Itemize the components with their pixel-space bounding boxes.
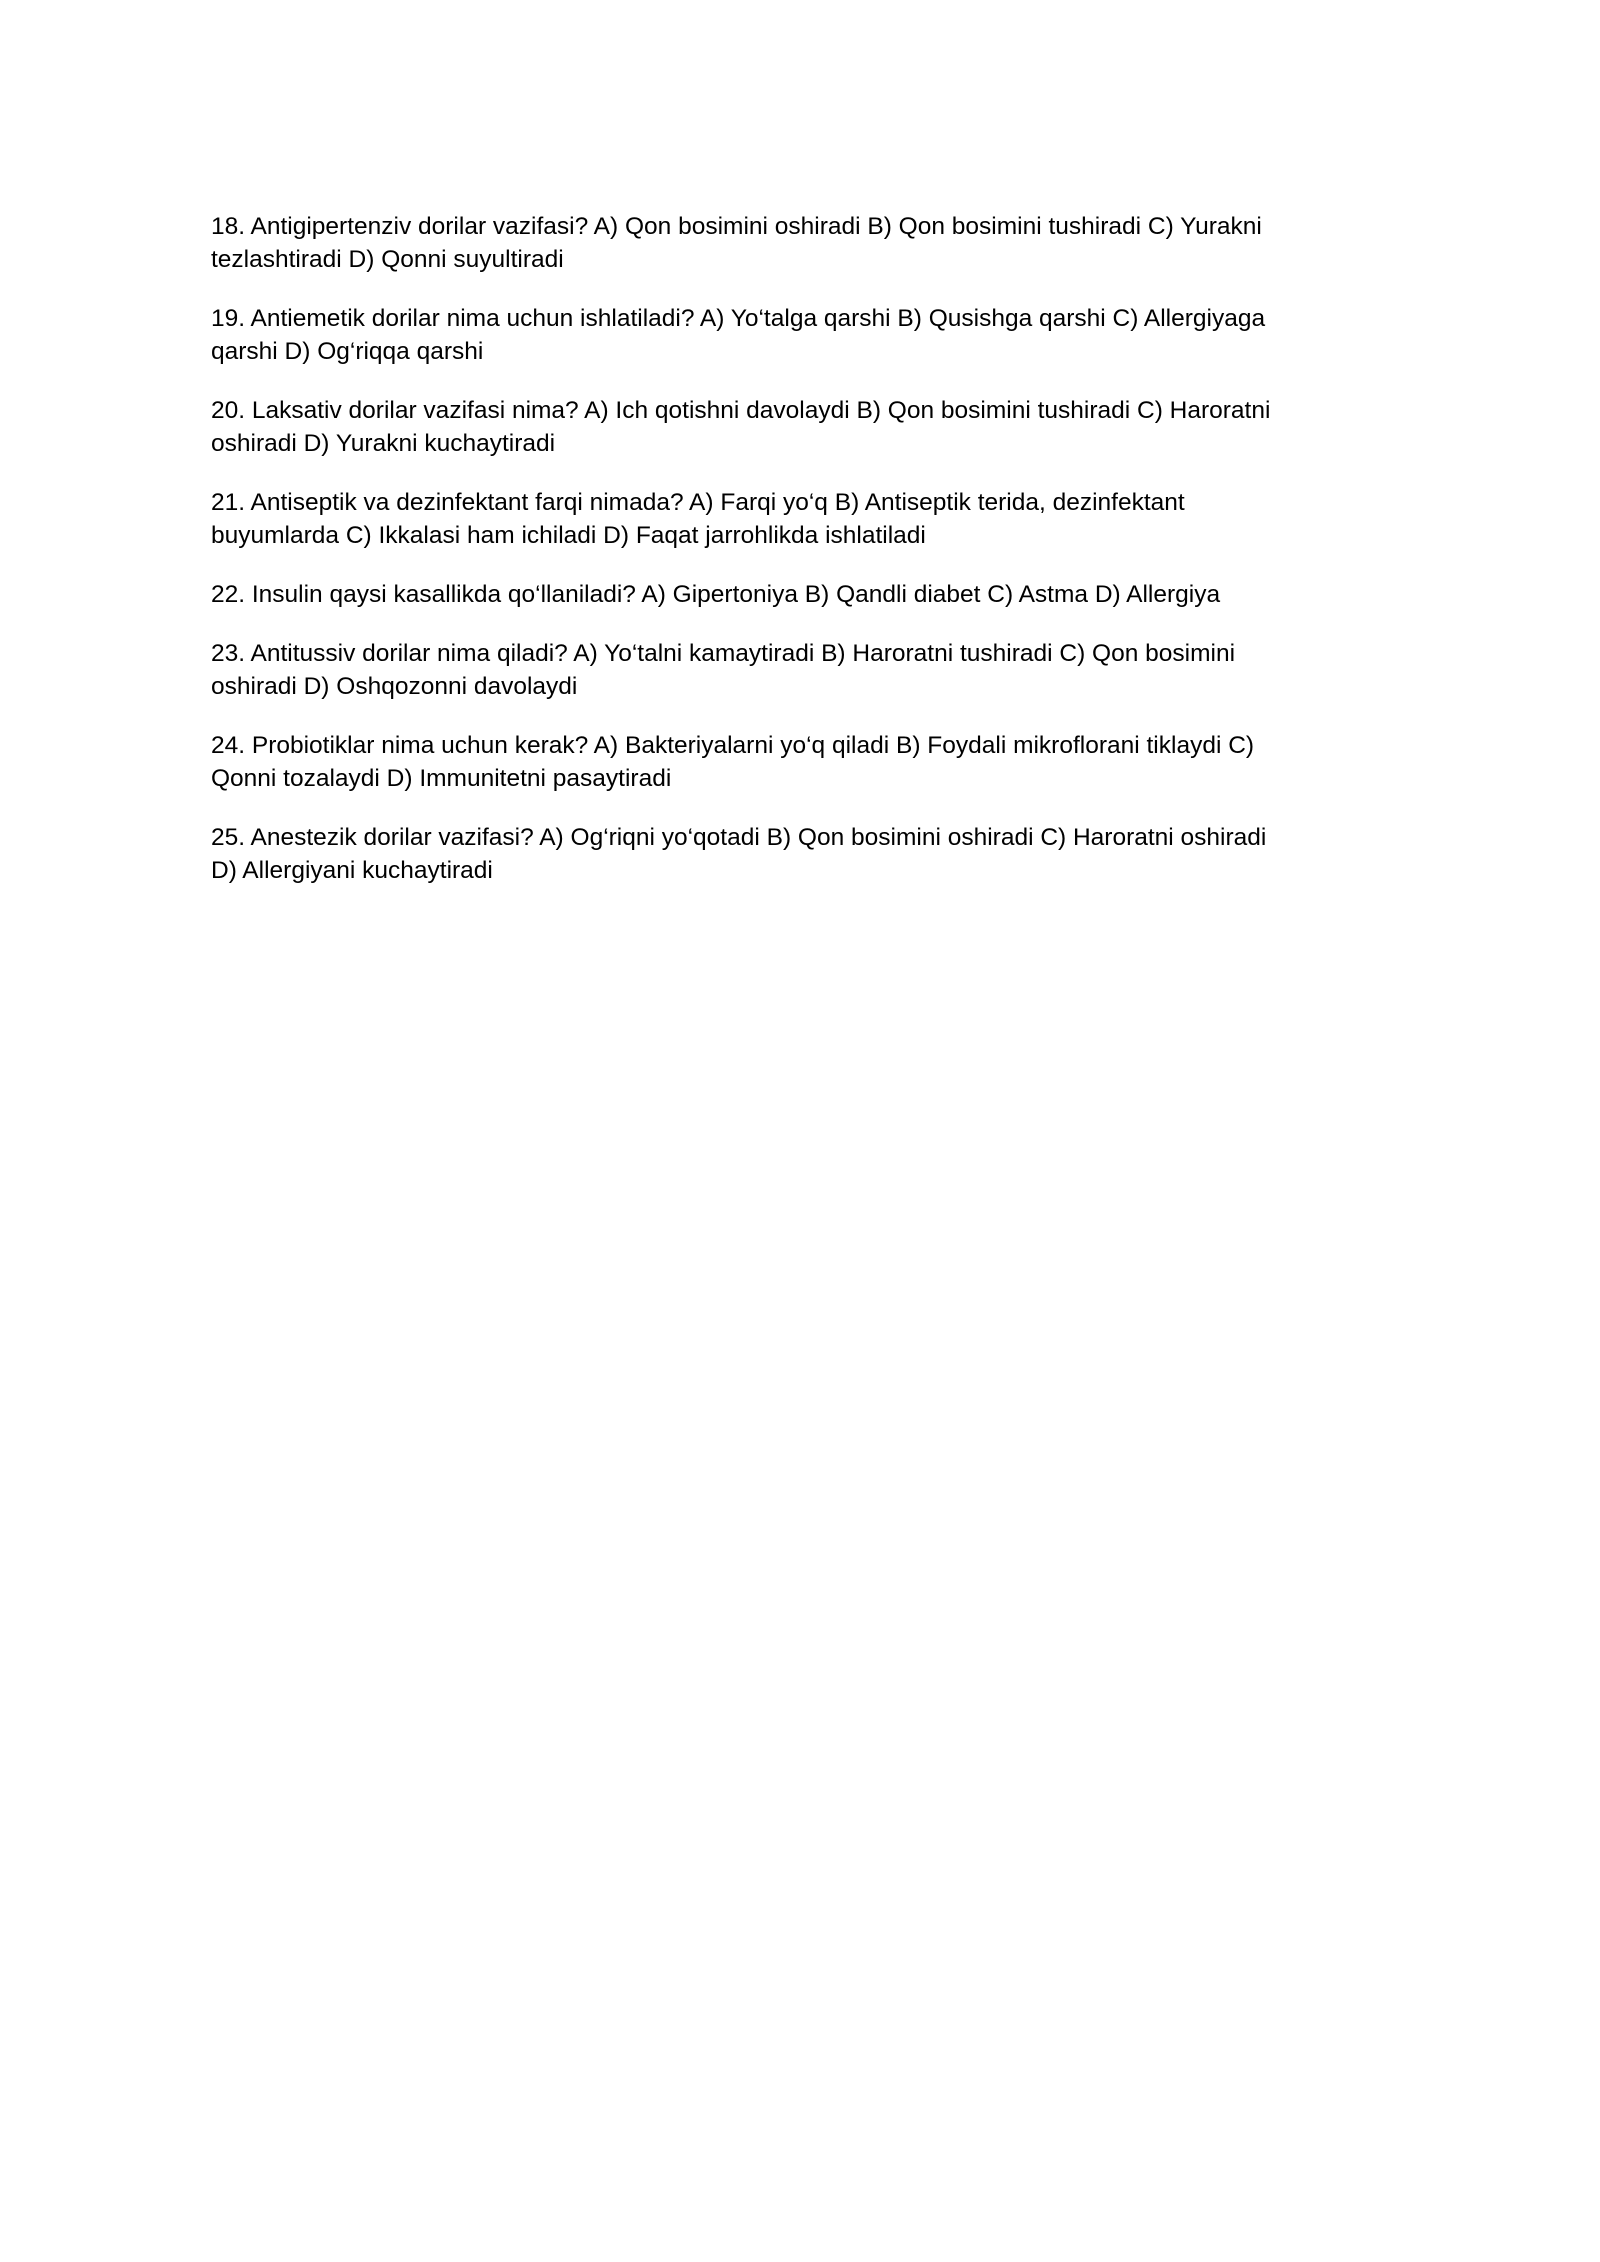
question-19-line-2: qarshi D) Og‘riqqa qarshi bbox=[211, 338, 484, 365]
question-24-line-2: Qonni tozalaydi D) Immunitetni pasaytiradi bbox=[211, 765, 672, 792]
question-18-line-1: 18. Antigipertenziv dorilar vazifasi? A) Qon bosimini oshiradi B) Qon bosimini tushiradi C) Yurakni bbox=[211, 213, 1262, 240]
question-19-line-1: 19. Antiemetik dorilar nima uchun ishlatiladi? A) Yo‘talga qarshi B) Qusishga qarshi C) Allergiyaga bbox=[211, 305, 1266, 332]
question-21-line-2: buyumlarda C) Ikkalasi ham ichiladi D) Faqat jarrohlikda ishlatiladi bbox=[211, 522, 926, 549]
question-18 bbox=[211, 210, 1411, 276]
question-25 bbox=[211, 821, 1411, 887]
question-19 bbox=[211, 302, 1411, 368]
question-20-line-2: oshiradi D) Yurakni kuchaytiradi bbox=[211, 430, 556, 457]
question-24-line-1: 24. Probiotiklar nima uchun kerak? A) Bakteriyalarni yo‘q qiladi B) Foydali mikroflorani tiklaydi C) bbox=[211, 732, 1255, 759]
question-21-line-1: 21. Antiseptik va dezinfektant farqi nimada? A) Farqi yo‘q B) Antiseptik terida, dezinfektant bbox=[211, 489, 1185, 516]
question-22-line-1: 22. Insulin qaysi kasallikda qo‘llaniladi? A) Gipertoniya B) Qandli diabet C) Astma D) Allergiya bbox=[211, 581, 1221, 608]
question-23 bbox=[211, 637, 1411, 703]
question-25-line-1: 25. Anestezik dorilar vazifasi? A) Og‘riqni yo‘qotadi B) Qon bosimini oshiradi C) Haroratni oshiradi bbox=[211, 824, 1267, 851]
question-22 bbox=[211, 578, 1411, 611]
question-25-line-2: D) Allergiyani kuchaytiradi bbox=[211, 857, 493, 884]
question-20-line-1: 20. Laksativ dorilar vazifasi nima? A) Ich qotishni davolaydi B) Qon bosimini tushiradi C) Haroratni bbox=[211, 397, 1271, 424]
question-18-line-2: tezlashtiradi D) Qonni suyultiradi bbox=[211, 246, 564, 273]
question-23-line-2: oshiradi D) Oshqozonni davolaydi bbox=[211, 673, 578, 700]
question-list bbox=[211, 210, 1411, 913]
question-24 bbox=[211, 729, 1411, 795]
question-20 bbox=[211, 394, 1411, 460]
question-23-line-1: 23. Antitussiv dorilar nima qiladi? A) Yo‘talni kamaytiradi B) Haroratni tushiradi C) Qon bosimini bbox=[211, 640, 1236, 667]
question-21 bbox=[211, 486, 1411, 552]
